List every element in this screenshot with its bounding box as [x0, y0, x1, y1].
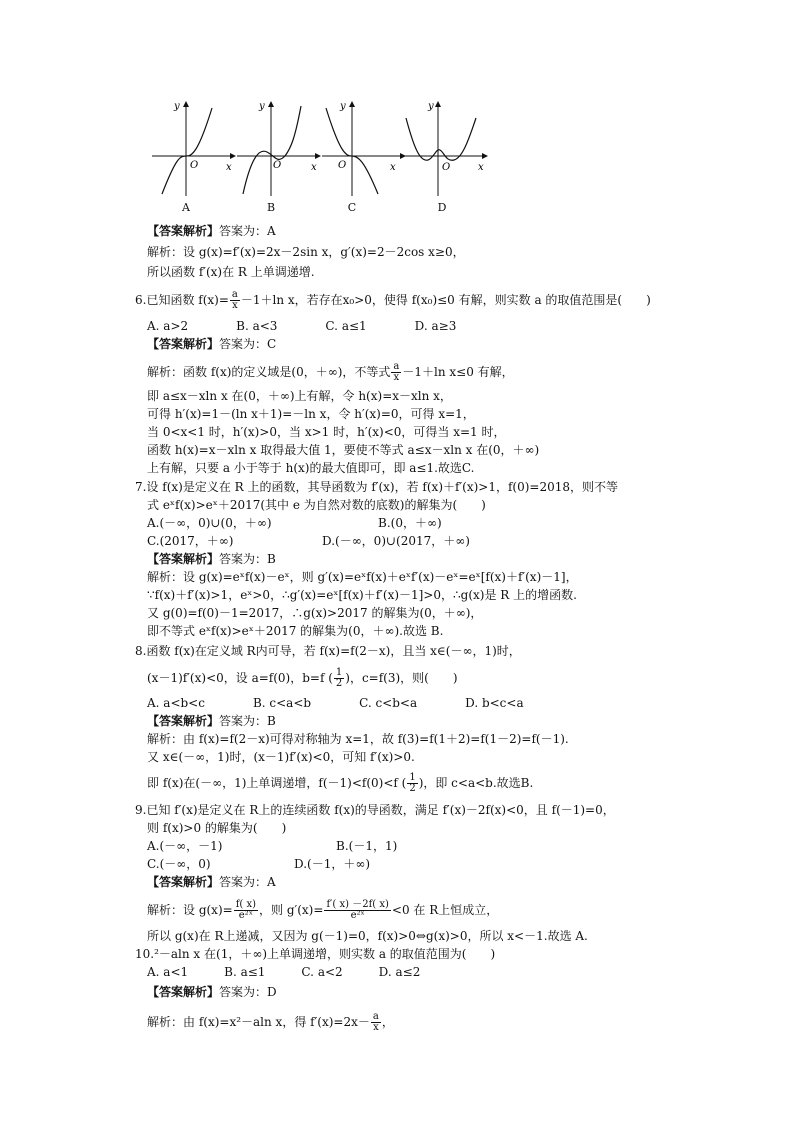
q8-sol-fraction: $\frac{1}{2}$ — [409, 772, 416, 794]
q6-fraction: $\frac{a}{x}$ — [231, 289, 238, 311]
q6-sol-6: 上有解，只要 a 小于等于 h(x)的最大值即可，即 a≤1.故选C. — [147, 461, 475, 475]
q9-option-a: A.(－∞，－1) — [147, 839, 223, 853]
graph-d — [402, 98, 492, 198]
q5-sol-2: 所以函数 f′(x)在 R 上单调递增. — [147, 265, 315, 279]
svg-text:x: x — [390, 162, 396, 173]
q9-sol-fraction-1: $\frac{f( x)}{\text{e²ˣ}}$ — [235, 899, 257, 921]
q6-sol-fraction: $\frac{a}{x}$ — [393, 361, 400, 383]
q7-sol-4: 即不等式 eˣf(x)>eˣ＋2017 的解集为(0，＋∞).故选 B. — [147, 624, 444, 638]
q6-stem: 6.已知函数 f(x)= $\frac{a}{x}$ －1＋ln x，若存在x₀>0，使得 f(x₀)≤0 有解，则实数 a 的取值范围是( ) — [135, 289, 651, 311]
svg-text:O: O — [273, 160, 282, 171]
q9-answer: 【答案解析】答案为：A — [147, 875, 276, 889]
graph-b — [235, 98, 325, 198]
q7-option-d: D.(－∞，0)∪(2017，＋∞) — [322, 534, 470, 548]
q6-sol-2: 即 a≤x－xln x 在(0，＋∞)上有解，令 h(x)=x－xln x， — [147, 389, 452, 403]
q7-sol-1: 解析：设 g(x)=eˣf(x)－eˣ，则 g′(x)=eˣf(x)＋eˣf′(x)－eˣ=eˣ[f(x)＋f′(x)－1]， — [147, 570, 578, 584]
q8-sol-1: 解析：由 f(x)=f(2－x)可得对称轴为 x=1，故 f(3)=f(1＋2)=f(1－2)=f(－1). — [147, 732, 569, 746]
svg-text:O: O — [442, 162, 451, 173]
q10-stem: 10.²－aln x 在(1，＋∞)上单调递增，则实数 a 的取值范围为( ) — [135, 947, 496, 961]
graph-a — [150, 98, 240, 198]
q8-stem-1: 8.函数 f(x)在定义域 R内可导，若 f(x)=f(2－x)，且当 x∈(－∞，1)时， — [135, 644, 521, 658]
svg-text:y: y — [428, 101, 434, 112]
q7-stem-2: 式 eˣf(x)>eˣ＋2017(其中 e 为自然对数的底数)的解集为( ) — [147, 498, 486, 512]
q9-sol-1: 解析：设 g(x)= $\frac{f( x)}{\text{e²ˣ}}$ ，则 g′(x)= $\frac{f'( x) -2f( x)}{\text{e²ˣ}}$ <0 在 R上恒成立， — [147, 899, 499, 921]
q9-sol-fraction-2: $\frac{f'( x) -2f( x)}{\text{e²ˣ}}$ — [326, 899, 389, 921]
q6-options: A. a>2 B. a<3 C. a≤1 D. a≥3 — [147, 319, 457, 333]
q8-options: A. a<b<c B. c<a<b C. c<b<a D. b<c<a — [147, 696, 524, 710]
q8-stem-2: (x－1)f′(x)<0，设 a=f(0)，b=f ( $\frac{1}{2}$ )，c=f(3)，则( ) — [147, 667, 458, 689]
q10-options: A. a<1 B. a≤1 C. a<2 D. a≤2 — [147, 965, 421, 979]
q10-answer: 【答案解析】答案为：D — [147, 985, 277, 999]
q7-option-a: A.(－∞，0)∪(0，＋∞) — [147, 516, 272, 530]
q8-sol-2: 又 x∈(－∞，1)时，(x－1)f′(x)<0，可知 f′(x)>0. — [147, 750, 415, 764]
graph-label-d: D — [437, 201, 447, 214]
svg-text:y: y — [174, 101, 180, 112]
q9-stem-1: 9.已知 f′(x)是定义在 R上的连续函数 f(x)的导函数，满足 f′(x)－2f(x)<0，且 f(－1)=0， — [135, 803, 615, 817]
q10-sol-fraction: $\frac{a}{x}$ — [372, 1011, 379, 1033]
graph-label-b: B — [266, 201, 276, 214]
svg-text:O: O — [338, 160, 347, 171]
q9-option-d: D.(－1，＋∞) — [294, 857, 371, 871]
q7-stem-1: 7.设 f(x)是定义在 R 上的函数，其导函数为 f′(x)，若 f(x)＋f′(x)>1，f(0)=2018，则不等 — [135, 480, 619, 494]
q9-sol-2: 所以 g(x)在 R上递减，又因为 g(－1)=0，f(x)>0⇔g(x)>0，所以 x<－1.故选 A. — [147, 929, 588, 943]
graph-c — [320, 98, 410, 198]
q5-sol-1: 解析：设 g(x)=f′(x)=2x－2sin x，g′(x)=2－2cos x≥0， — [147, 245, 465, 259]
q8-fraction: $\frac{1}{2}$ — [335, 667, 343, 689]
svg-text:y: y — [259, 101, 265, 112]
q7-option-b: B.(0，＋∞) — [378, 516, 442, 530]
svg-text:y: y — [340, 101, 346, 112]
svg-text:O: O — [190, 160, 199, 171]
q6-sol-1: 解析：函数 f(x)的定义域是(0，＋∞)，不等式 $\frac{a}{x}$ －1＋ln x≤0 有解， — [147, 361, 514, 383]
svg-text:x: x — [311, 162, 317, 173]
q9-stem-2: 则 f(x)>0 的解集为( ) — [147, 821, 287, 835]
q9-option-c: C.(－∞，0) — [147, 857, 211, 871]
answer-graphs — [150, 98, 490, 218]
q7-sol-2: ∵f(x)＋f′(x)>1，eˣ>0，∴g′(x)=eˣ[f(x)＋f′(x)－1]>0，∴g(x)是 R 上的增函数. — [147, 588, 577, 602]
q9-option-b: B.(－1，1) — [336, 839, 398, 853]
q6-sol-3: 可得 h′(x)=1－(ln x＋1)=－ln x，令 h′(x)=0，可得 x=1， — [147, 407, 475, 421]
q8-answer: 【答案解析】答案为：B — [147, 714, 276, 728]
graph-label-c: C — [347, 201, 357, 214]
q7-answer: 【答案解析】答案为：B — [147, 552, 276, 566]
q6-sol-5: 函数 h(x)=x－xln x 取得最大值 1，要使不等式 a≤x－xln x 在(0，＋∞) — [147, 443, 540, 457]
q6-answer: 【答案解析】答案为：C — [147, 337, 277, 351]
q7-sol-3: 又 g(0)=f(0)－1=2017，∴g(x)>2017 的解集为(0，＋∞)， — [147, 606, 483, 620]
graph-label-a: A — [182, 201, 190, 214]
q8-sol-3: 即 f(x)在(－∞，1)上单调递增，f(－1)<f(0)<f ( $\frac{1}{2}$ )，即 c<a<b.故选B. — [147, 772, 534, 794]
q6-sol-4: 当 0<x<1 时，h′(x)>0，当 x>1 时，h′(x)<0，可得当 x=1 时， — [147, 425, 506, 439]
svg-text:x: x — [478, 162, 484, 173]
q5-answer: 【答案解析】答案为：A — [147, 224, 276, 238]
svg-text:x: x — [226, 162, 232, 173]
q10-sol-1: 解析：由 f(x)=x²－aln x，得 f′(x)=2x－ $\frac{a}{x}$ ， — [147, 1011, 394, 1033]
q7-option-c: C.(2017，＋∞) — [147, 534, 234, 548]
